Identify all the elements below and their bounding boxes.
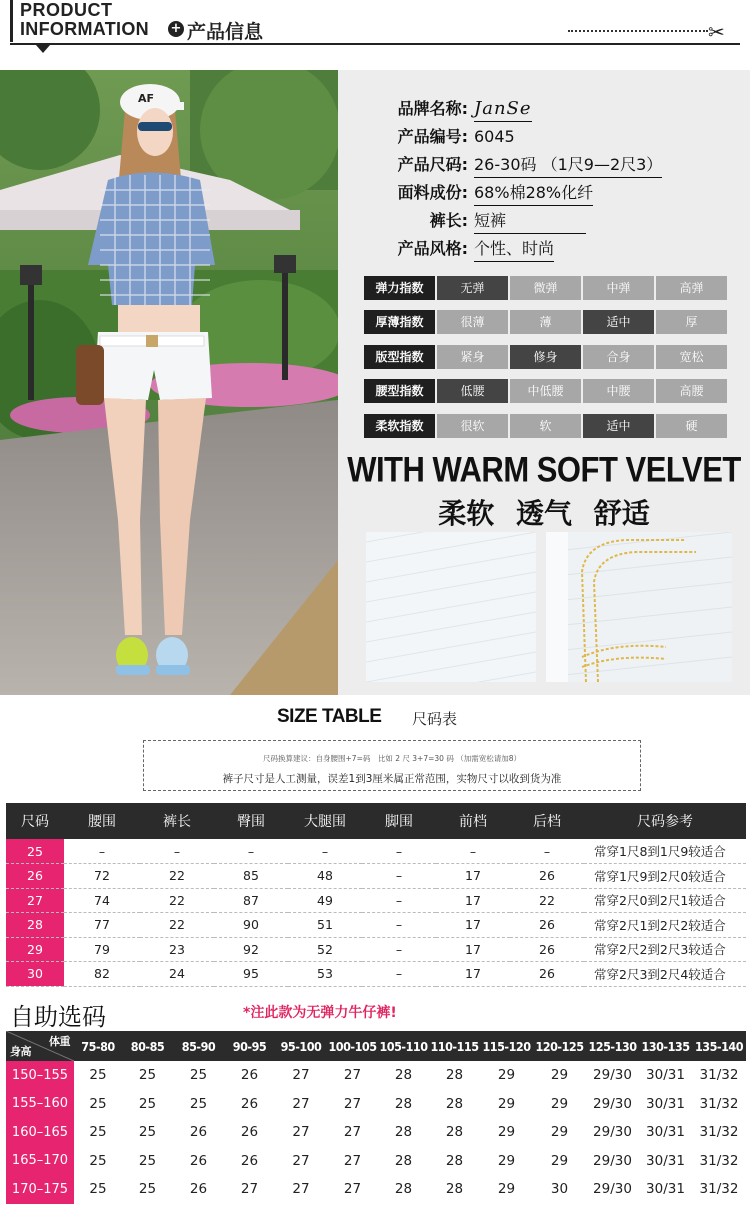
- table-row: [6, 1175, 746, 1204]
- height-cell: 155–160: [6, 1090, 74, 1119]
- table-row: [6, 1147, 746, 1176]
- weight-header: 90-95: [224, 1031, 275, 1061]
- table-cell: 26: [510, 962, 584, 987]
- size-suggestion-cell: 28: [445, 1095, 464, 1112]
- table-cell: 22: [140, 913, 214, 938]
- index-option: 宽松: [656, 345, 727, 369]
- size-suggestion-cell: 29/30: [593, 1152, 632, 1169]
- table-cell: 26: [510, 913, 584, 938]
- size-suggestion-cell: 25: [189, 1067, 208, 1084]
- weight-header: 100-105: [327, 1031, 378, 1061]
- size-suggestion-cell: 29: [550, 1067, 569, 1084]
- size-table: [6, 803, 746, 987]
- size-suggestion-cell: 27: [292, 1124, 310, 1141]
- size-suggestion-cell: 25: [138, 1152, 157, 1169]
- table-cell: 17: [436, 864, 510, 889]
- size-table-title: SIZE TABLE: [277, 706, 382, 727]
- size-suggestion-cell: 30: [550, 1181, 569, 1198]
- index-label: 厚薄指数: [364, 310, 435, 334]
- size-suggestion-cell: 29: [550, 1095, 569, 1112]
- size-suggestion-cell: 30/31: [646, 1181, 685, 1198]
- table-cell: 常穿2尺0到2尺1较适合: [584, 888, 746, 913]
- size-suggestion-cell: 26: [189, 1124, 208, 1141]
- size-suggestion-cell: 25: [189, 1095, 208, 1112]
- column-header: 后档: [510, 803, 584, 839]
- size-suggestion-cell: 29: [497, 1124, 516, 1141]
- size-cell: 29: [6, 937, 64, 962]
- size-suggestion-cell: 27: [292, 1152, 310, 1169]
- weight-header: 80-85: [122, 1031, 173, 1061]
- size-table-title-cn: 尺码表: [412, 710, 458, 728]
- size-conversion-note: 尺码换算建议：自身腰围+7=码 比如 2 尺 3+7=30 码 （加需宽松请加8）: [263, 754, 521, 763]
- info-style: [376, 236, 554, 262]
- table-cell: 22: [140, 888, 214, 913]
- size-suggestion-cell: 28: [445, 1152, 464, 1169]
- height-cell: 150–155: [6, 1061, 74, 1090]
- index-option: 适中: [583, 414, 654, 438]
- info-fabric: [376, 180, 593, 206]
- table-cell: –: [288, 839, 362, 864]
- table-cell: 23: [140, 937, 214, 962]
- table-row: [6, 864, 746, 889]
- table-cell: 17: [436, 937, 510, 962]
- index-label: 腰型指数: [364, 379, 435, 403]
- svg-text:AF: AF: [138, 92, 155, 105]
- info-sizes: [376, 152, 662, 178]
- table-cell: 92: [214, 937, 288, 962]
- size-suggestion-cell: 27: [343, 1067, 362, 1084]
- corner-weight-label: 体重: [49, 1035, 70, 1048]
- weight-header: 120-125: [533, 1031, 586, 1061]
- info-label: 面料成份:: [397, 183, 468, 202]
- info-label: 产品编号:: [397, 127, 468, 146]
- size-suggestion-cell: 26: [240, 1067, 259, 1084]
- info-label: 裤长:: [429, 211, 468, 230]
- size-suggestion-cell: 29: [497, 1181, 516, 1198]
- column-header: 尺码参考: [584, 803, 746, 839]
- info-label: 产品尺码:: [397, 155, 468, 174]
- size-suggestion-cell: 27: [240, 1181, 259, 1198]
- table-row: [6, 1118, 746, 1147]
- size-suggestion-cell: 25: [138, 1095, 157, 1112]
- index-option: 软: [510, 414, 581, 438]
- size-suggestion-cell: 25: [89, 1124, 107, 1141]
- index-row: [364, 310, 728, 334]
- table-cell: 26: [510, 937, 584, 962]
- index-option: 合身: [583, 345, 654, 369]
- table-row: [6, 839, 746, 864]
- table-cell: 49: [288, 888, 362, 913]
- index-option: 微弹: [510, 276, 581, 300]
- table-cell: 常穿2尺2到2尺3较适合: [584, 937, 746, 962]
- size-suggestion-cell: 30/31: [646, 1067, 685, 1084]
- size-suggestion-cell: 25: [138, 1124, 157, 1141]
- size-suggestion-cell: 28: [394, 1067, 413, 1084]
- weight-header: 115-120: [480, 1031, 533, 1061]
- table-cell: 常穿1尺8到1尺9较适合: [584, 839, 746, 864]
- size-suggestion-cell: 27: [343, 1181, 362, 1198]
- size-suggestion-cell: 31/32: [699, 1152, 739, 1169]
- table-cell: 72: [64, 864, 140, 889]
- column-header: 尺码: [6, 803, 64, 839]
- size-suggestion-cell: 30/31: [646, 1152, 685, 1169]
- info-length: [376, 208, 586, 234]
- index-option: 很软: [437, 414, 508, 438]
- column-header: 大腿围: [288, 803, 362, 839]
- table-cell: –: [436, 839, 510, 864]
- table-row: [6, 937, 746, 962]
- size-suggestion-cell: 31/32: [699, 1124, 739, 1141]
- header-divider: [10, 43, 740, 45]
- table-cell: –: [362, 962, 436, 987]
- weight-header: 85-90: [173, 1031, 224, 1061]
- size-suggestion-cell: 27: [292, 1095, 310, 1112]
- table-cell: 82: [64, 962, 140, 987]
- info-value: 26-30码 （1尺9—2尺3）: [474, 152, 662, 178]
- table-cell: 51: [288, 913, 362, 938]
- size-suggestion-cell: 31/32: [699, 1181, 739, 1198]
- table-cell: –: [64, 839, 140, 864]
- size-suggestion-cell: 30/31: [646, 1095, 685, 1112]
- size-suggestion-cell: 28: [394, 1152, 413, 1169]
- info-value: 个性、时尚: [474, 236, 554, 262]
- table-cell: 79: [64, 937, 140, 962]
- height-cell: 170–175: [6, 1175, 74, 1204]
- index-row: [364, 414, 728, 438]
- header-title-cn: 产品信息: [187, 21, 264, 43]
- velvet-headline: WITH WARM SOFT VELVET: [347, 449, 741, 490]
- size-suggestion-cell: 26: [189, 1181, 208, 1198]
- table-row: [6, 962, 746, 987]
- scissor-icon: ✂: [708, 20, 725, 44]
- size-cell: 30: [6, 962, 64, 987]
- table-cell: 常穿2尺3到2尺4较适合: [584, 962, 746, 987]
- table-cell: 77: [64, 913, 140, 938]
- size-suggestion-cell: 27: [292, 1067, 310, 1084]
- size-suggestion-cell: 25: [89, 1095, 107, 1112]
- header-pointer: [36, 45, 50, 53]
- table-cell: 95: [214, 962, 288, 987]
- info-value: 短裤: [474, 208, 586, 234]
- size-suggestion-cell: 29: [497, 1095, 516, 1112]
- size-suggestion-cell: 29/30: [593, 1124, 632, 1141]
- size-suggestion-cell: 27: [343, 1152, 362, 1169]
- height-weight-corner: [6, 1031, 74, 1061]
- size-suggestion-cell: 28: [445, 1067, 464, 1084]
- table-cell: –: [362, 888, 436, 913]
- size-cell: 26: [6, 864, 64, 889]
- table-row: [6, 1090, 746, 1119]
- table-cell: –: [362, 913, 436, 938]
- size-cell: 28: [6, 913, 64, 938]
- index-option: 很薄: [437, 310, 508, 334]
- index-option: 低腰: [437, 379, 508, 403]
- size-suggestion-cell: 29: [550, 1152, 569, 1169]
- size-suggestion-cell: 25: [138, 1067, 157, 1084]
- size-suggestion-cell: 28: [394, 1124, 413, 1141]
- size-suggestion-cell: 26: [240, 1124, 259, 1141]
- table-cell: 53: [288, 962, 362, 987]
- size-suggestion-cell: 25: [138, 1181, 157, 1198]
- weight-header: 125-130: [586, 1031, 639, 1061]
- table-cell: 87: [214, 888, 288, 913]
- size-suggestion-cell: 25: [89, 1067, 107, 1084]
- weight-header: 110-115: [429, 1031, 480, 1061]
- size-suggestion-cell: 27: [292, 1181, 310, 1198]
- size-suggestion-cell: 27: [343, 1124, 362, 1141]
- size-suggestion-cell: 29: [497, 1067, 516, 1084]
- size-suggestion-cell: 25: [89, 1152, 107, 1169]
- index-option: 薄: [510, 310, 581, 334]
- index-option: 无弹: [437, 276, 508, 300]
- info-product-id: [376, 124, 515, 150]
- index-label: 弹力指数: [364, 276, 435, 300]
- weight-header: 95-100: [275, 1031, 327, 1061]
- table-cell: 26: [510, 864, 584, 889]
- index-option: 高腰: [656, 379, 727, 403]
- size-suggestion-cell: 29/30: [593, 1095, 632, 1112]
- weight-header: 130-135: [639, 1031, 692, 1061]
- size-suggestion-cell: 26: [240, 1152, 259, 1169]
- size-suggestion-cell: 25: [89, 1181, 107, 1198]
- height-cell: 165–170: [6, 1147, 74, 1176]
- product-photo: [0, 70, 338, 695]
- index-row: [364, 276, 728, 300]
- size-suggestion-cell: 28: [394, 1181, 413, 1198]
- info-value: JanSe: [474, 98, 532, 122]
- weight-header: 105-110: [378, 1031, 429, 1061]
- velvet-subheadline: 柔软 透气 舒适: [438, 497, 650, 530]
- table-cell: –: [362, 864, 436, 889]
- index-option: 硬: [656, 414, 727, 438]
- measurement-disclaimer: 裤子尺寸是人工测量，误差1到3厘米属正常范围，实物尺寸以收到货为准: [222, 773, 562, 785]
- size-suggestion-cell: 26: [189, 1152, 208, 1169]
- plus-icon: +: [168, 21, 184, 37]
- table-cell: 常穿1尺9到2尺0较适合: [584, 864, 746, 889]
- table-cell: 52: [288, 937, 362, 962]
- index-option: 紧身: [437, 345, 508, 369]
- table-cell: 24: [140, 962, 214, 987]
- index-option: 修身: [510, 345, 581, 369]
- index-option: 中弹: [583, 276, 654, 300]
- self-select-note: *注此款为无弹力牛仔裤!: [243, 1005, 397, 1021]
- size-cell: 27: [6, 888, 64, 913]
- info-value: 68%棉28%化纤: [474, 180, 593, 206]
- column-header: 前档: [436, 803, 510, 839]
- column-header: 臀围: [214, 803, 288, 839]
- index-option: 适中: [583, 310, 654, 334]
- column-header: 脚围: [362, 803, 436, 839]
- table-row: [6, 913, 746, 938]
- size-note-box: [143, 740, 641, 791]
- table-cell: 74: [64, 888, 140, 913]
- table-row: [6, 1061, 746, 1090]
- size-suggestion-cell: 26: [240, 1095, 259, 1112]
- table-cell: 22: [140, 864, 214, 889]
- index-option: 厚: [656, 310, 727, 334]
- header-title-line1: PRODUCT: [20, 0, 113, 20]
- table-cell: 17: [436, 913, 510, 938]
- size-suggestion-cell: 28: [394, 1095, 413, 1112]
- size-suggestion-cell: 29: [497, 1152, 516, 1169]
- self-select-title: 自助选码: [10, 1003, 106, 1031]
- table-cell: 22: [510, 888, 584, 913]
- index-option: 高弹: [656, 276, 727, 300]
- column-header: 腰围: [64, 803, 140, 839]
- size-suggestion-cell: 29: [550, 1124, 569, 1141]
- table-cell: 17: [436, 888, 510, 913]
- column-header: 裤长: [140, 803, 214, 839]
- index-option: 中腰: [583, 379, 654, 403]
- index-option: 中低腰: [510, 379, 581, 403]
- size-suggestion-cell: 29/30: [593, 1181, 632, 1198]
- product-info-panel: [338, 70, 750, 695]
- fabric-photo-left: [366, 532, 536, 682]
- info-label: 品牌名称:: [397, 99, 468, 118]
- size-suggestion-cell: 30/31: [646, 1124, 685, 1141]
- dotted-cut-line: [568, 30, 708, 32]
- height-cell: 160–165: [6, 1118, 74, 1147]
- table-cell: 85: [214, 864, 288, 889]
- weight-header: 135-140: [692, 1031, 746, 1061]
- size-cell: 25: [6, 839, 64, 864]
- corner-height-label: 身高: [10, 1045, 31, 1058]
- info-value: 6045: [474, 127, 515, 146]
- table-cell: 48: [288, 864, 362, 889]
- weight-header: 75-80: [74, 1031, 122, 1061]
- table-cell: –: [362, 839, 436, 864]
- size-suggestion-cell: 31/32: [699, 1067, 739, 1084]
- table-cell: –: [214, 839, 288, 864]
- size-suggestion-cell: 28: [445, 1181, 464, 1198]
- index-row: [364, 345, 728, 369]
- section-header: [0, 0, 750, 60]
- size-suggestion-cell: 28: [445, 1124, 464, 1141]
- index-row: [364, 379, 728, 403]
- index-label: 柔软指数: [364, 414, 435, 438]
- table-cell: 90: [214, 913, 288, 938]
- table-cell: –: [510, 839, 584, 864]
- table-cell: 17: [436, 962, 510, 987]
- table-row: [6, 888, 746, 913]
- table-cell: –: [140, 839, 214, 864]
- size-suggestion-cell: 29/30: [593, 1067, 632, 1084]
- info-brand: [376, 96, 532, 122]
- size-suggestion-cell: 27: [343, 1095, 362, 1112]
- header-accent-bar: [10, 0, 13, 42]
- info-label: 产品风格:: [397, 239, 468, 258]
- header-title-line2: INFORMATION: [20, 19, 149, 39]
- table-cell: –: [362, 937, 436, 962]
- index-label: 版型指数: [364, 345, 435, 369]
- size-suggestion-cell: 31/32: [699, 1095, 739, 1112]
- size-picker-table: [6, 1031, 746, 1204]
- table-cell: 常穿2尺1到2尺2较适合: [584, 913, 746, 938]
- fabric-photo-right: [546, 532, 732, 682]
